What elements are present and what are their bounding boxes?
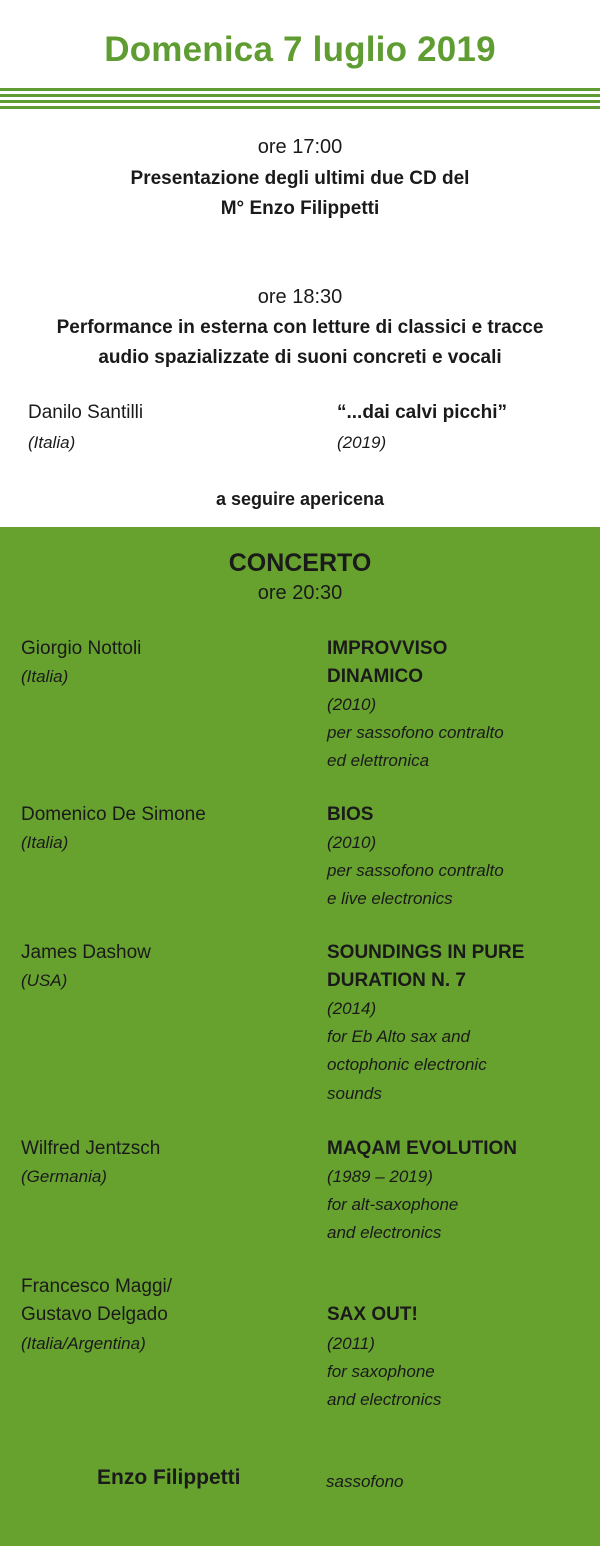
composer-name: Gustavo Delgado: [21, 1304, 168, 1325]
event1-line1: Presentazione degli ultimi due CD del: [130, 168, 470, 189]
work-year: (2010): [327, 833, 377, 852]
work-title-line: MAQAM EVOLUTION: [327, 1138, 517, 1159]
aperitivo-note: a seguire apericena: [215, 489, 385, 509]
event2-time: ore 18:30: [257, 286, 343, 308]
work-detail: per sassofono contralto: [327, 723, 504, 742]
event2-line1: Performance in esterna con letture di classici e tracce: [56, 317, 544, 338]
event1-time: ore 17:00: [257, 136, 343, 158]
composer-country: (USA): [21, 971, 68, 990]
work-title-line: BIOS: [327, 804, 374, 825]
work-year: (2014): [327, 999, 377, 1018]
composer-name: Francesco Maggi/: [21, 1276, 173, 1297]
work-detail: and electronics: [327, 1223, 442, 1242]
work-year: (2010): [327, 695, 377, 714]
event2-year: (2019): [337, 433, 387, 452]
composer-country: (Germania): [21, 1167, 107, 1186]
event2-line2: audio spazializzate di suoni concreti e vocali: [98, 347, 502, 368]
event2-artist: Danilo Santilli: [28, 402, 144, 423]
composer-name: Domenico De Simone: [21, 804, 206, 825]
work-year: (2011): [327, 1334, 375, 1353]
composer-country: (Italia/Argentina): [21, 1334, 146, 1353]
composer-name: Wilfred Jentzsch: [21, 1138, 161, 1159]
work-detail: e live electronics: [327, 889, 453, 908]
work-detail: for alt-saxophone: [327, 1195, 459, 1214]
work-detail: sounds: [327, 1084, 382, 1103]
work-detail: for Eb Alto sax and: [327, 1027, 471, 1046]
composer-name: Giorgio Nottoli: [21, 638, 142, 659]
work-title-line: DURATION N. 7: [327, 970, 466, 991]
performer-instrument: sassofono: [326, 1472, 404, 1491]
work-detail: octophonic electronic: [327, 1055, 487, 1074]
work-year: (1989 – 2019): [327, 1167, 433, 1186]
concert-title: CONCERTO: [228, 549, 372, 577]
event1-line2: M° Enzo Filippetti: [220, 198, 380, 219]
work-detail: for saxophone: [327, 1362, 435, 1381]
performer-name: Enzo Filippetti: [97, 1466, 241, 1489]
decorative-rules: [0, 88, 600, 110]
page-title: Domenica 7 luglio 2019: [104, 30, 496, 69]
work-title-line: IMPROVVISO: [327, 638, 448, 659]
event2-work: “...dai calvi picchi”: [337, 402, 508, 423]
event2-country: (Italia): [28, 433, 76, 452]
work-title-line: SAX OUT!: [327, 1304, 418, 1325]
work-title-line: SOUNDINGS IN PURE: [327, 942, 525, 963]
work-detail: and electronics: [327, 1390, 442, 1409]
composer-country: (Italia): [21, 833, 69, 852]
composer-name: James Dashow: [21, 942, 151, 963]
work-detail: per sassofono contralto: [327, 861, 504, 880]
top-section: [0, 0, 600, 527]
concert-time: ore 20:30: [257, 582, 343, 604]
work-detail: ed elettronica: [327, 751, 430, 770]
concert-panel: [0, 527, 600, 1546]
work-title-line: DINAMICO: [327, 666, 424, 687]
composer-country: (Italia): [21, 667, 69, 686]
